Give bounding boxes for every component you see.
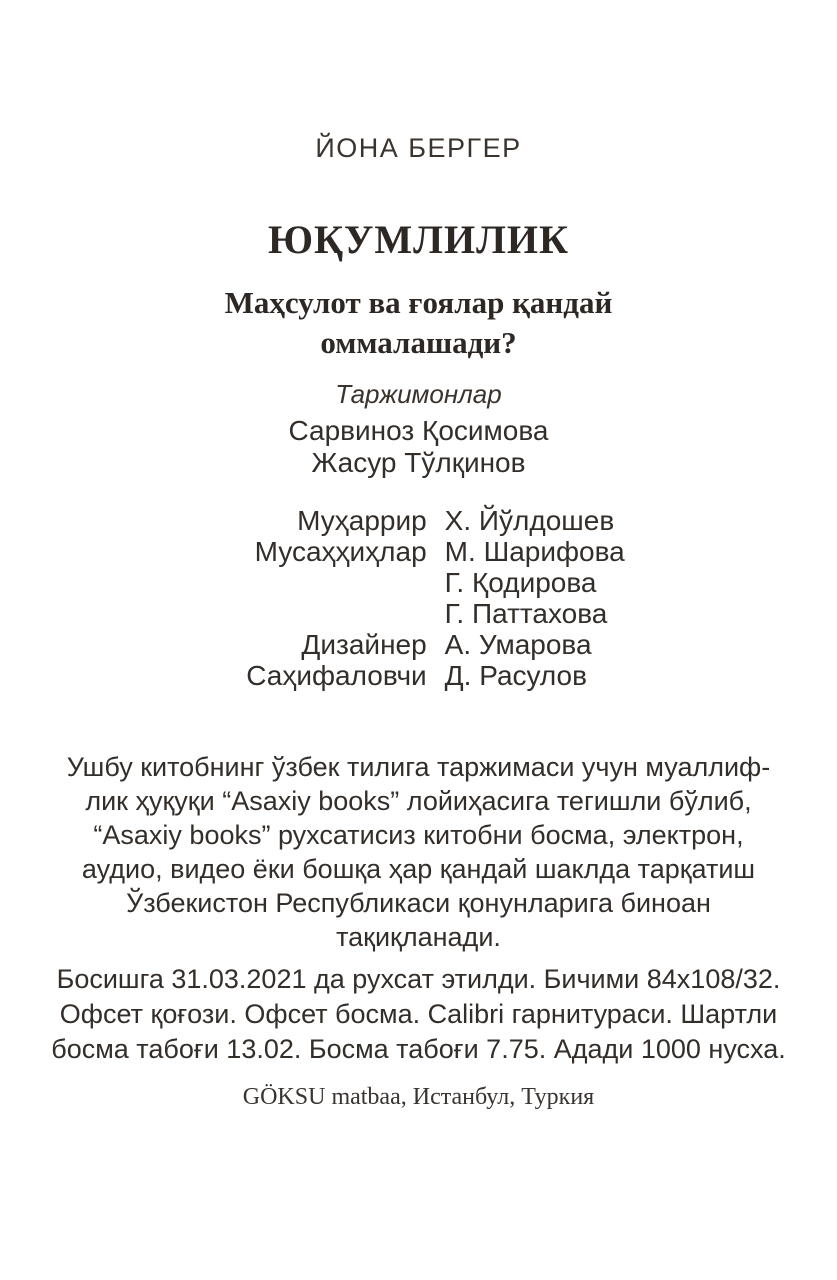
printer-line: GÖKSU matbaa, Истанбул, Туркия (242, 1084, 595, 1110)
copyright-line: Ўзбекистон Республикаси қонунларига биноан (126, 888, 711, 918)
credit-role (246, 598, 426, 629)
credit-name: А. Умарова (444, 629, 592, 660)
copyright-line: тақиқланади. (336, 922, 501, 952)
copyright-line: лик ҳуқуқи “Asaxiy books” лойиҳасига тегишли бўлиб, (85, 786, 752, 816)
book-title: ЮҚУМЛИЛИК (268, 217, 569, 262)
credit-role: Саҳифаловчи (246, 660, 427, 691)
credits-table (246, 505, 625, 691)
credit-role: Мусаҳҳиҳлар (254, 536, 427, 567)
copyright-line: Ушбу китобнинг ўзбек тилига таржимаси учун муаллиф- (66, 752, 771, 782)
print-info-line: Офсет қоғози. Офсет босма. Calibri гарнитураси. Шартли (59, 999, 778, 1029)
credit-name: М. Шарифова (444, 536, 625, 567)
copyright-line: “Asaxiy books” рухсатисиз китобни босма, электрон, (93, 820, 744, 850)
translators-heading: Таржимонлар (335, 379, 502, 409)
translator-name: Сарвиноз Қосимова (288, 415, 549, 446)
credit-name: Д. Расулов (444, 660, 588, 691)
book-subtitle-line: оммалашади? (320, 325, 517, 360)
book-subtitle-line: Маҳсулот ва ғоялар қандай (224, 285, 613, 320)
translators-list (0, 415, 837, 479)
credit-role: Муҳаррир (297, 505, 427, 536)
author-name: ЙОНА БЕРГЕР (315, 133, 522, 163)
copyright-line: аудио, видео ёки бошқа ҳар қандай шаклда тарқатиш (81, 854, 756, 884)
credit-name: Г. Паттахова (444, 598, 608, 629)
print-info-line: босма табоғи 13.02. Босма табоғи 7.75. Адади 1000 нусха. (51, 1034, 786, 1064)
print-info-paragraph (0, 962, 837, 1067)
translator-name: Жасур Тўлқинов (311, 447, 526, 478)
copyright-paragraph (0, 750, 837, 954)
credit-role (246, 567, 426, 598)
book-subtitle (0, 283, 837, 363)
credit-name: Х. Йўлдошев (444, 505, 615, 536)
print-info-line: Босишга 31.03.2021 да рухсат этилди. Бичими 84х108/32. (56, 964, 781, 994)
credit-role: Дизайнер (301, 629, 427, 660)
credit-name: Г. Қодирова (444, 567, 597, 598)
